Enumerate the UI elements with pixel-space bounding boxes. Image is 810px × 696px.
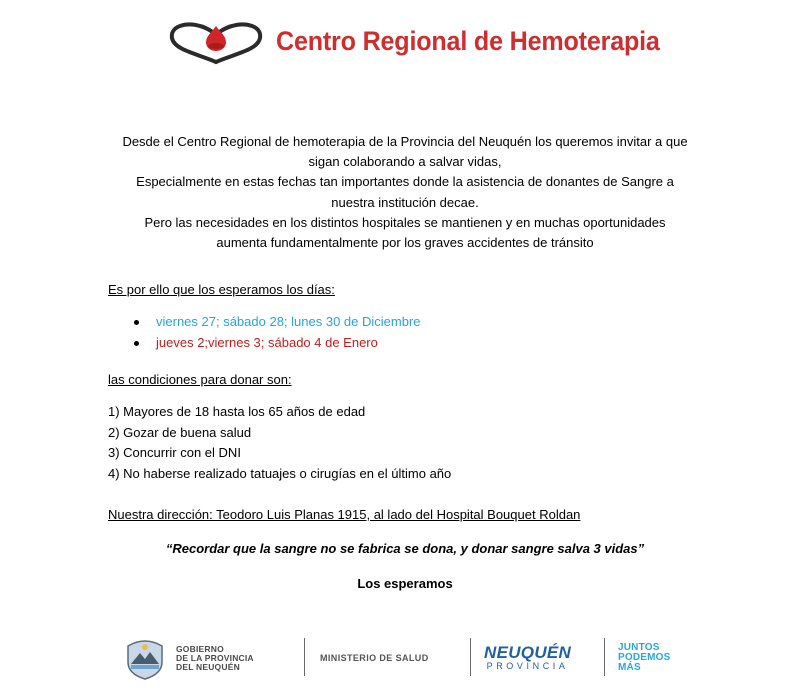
juntos-line: PODEMOS	[618, 652, 671, 663]
neuquen-title: NEUQUÉN	[484, 642, 572, 662]
conditions-list	[108, 402, 451, 484]
intro-line: Especialmente en estas fechas tan importantes donde la asistencia de donantes de Sangre a	[136, 174, 674, 190]
intro-line: Pero las necesidades en los distintos hospitales se mantienen y en muchas oportunidades	[144, 214, 666, 230]
juntos-line: JUNTOS	[618, 642, 660, 653]
intro-line: sigan colaborando a salvar vidas,	[308, 154, 502, 170]
dates-list	[130, 312, 421, 353]
neuquen-subtitle: PROVINCIA	[486, 660, 569, 671]
schedule-heading: Es por ello que los esperamos los días:	[108, 282, 335, 297]
neuquen-logo	[484, 634, 571, 682]
quote: “Recordar que la sangre no se fabrica se dona, y donar sangre salva 3 vidas”	[165, 541, 645, 556]
date-item-december: viernes 27; sábado 28; lunes 30 de Diciembre	[130, 312, 421, 333]
intro-paragraph	[90, 132, 720, 253]
address: Nuestra dirección: Teodoro Luis Planas 1915, al lado del Hospital Bouquet Roldan	[108, 507, 581, 522]
conditions-heading: las condiciones para donar son:	[108, 372, 292, 387]
brand-title: Centro Regional de Hemoterapia	[276, 26, 660, 56]
intro-line: aumenta fundamentalmente por los graves accidentes de tránsito	[216, 235, 594, 251]
condition-item: 1) Mayores de 18 hasta los 65 años de edad	[108, 404, 366, 419]
header	[168, 18, 660, 68]
footer-divider	[604, 638, 605, 676]
provincial-shield-icon	[122, 636, 168, 680]
footer-divider	[470, 638, 471, 676]
gobierno-line: DE LA PROVINCIA	[176, 652, 254, 663]
gobierno-line: GOBIERNO	[176, 643, 224, 654]
gobierno-logo	[122, 634, 254, 682]
heart-blood-drop-logo-icon	[168, 20, 264, 66]
condition-item: 2) Gozar de buena salud	[108, 424, 252, 440]
condition-item: 3) Concurrir con el DNI	[108, 445, 241, 461]
gobierno-text	[176, 645, 254, 672]
date-item-january: jueves 2;viernes 3; sábado 4 de Enero	[130, 333, 421, 354]
footer-logos	[122, 634, 702, 682]
juntos-line: MÁS	[618, 662, 641, 673]
ministerio-text: MINISTERIO DE SALUD	[320, 653, 429, 663]
closing: Los esperamos	[357, 576, 453, 591]
footer-divider	[304, 638, 305, 676]
juntos-podemos-mas-logo	[618, 634, 671, 682]
intro-line: Desde el Centro Regional de hemoterapia de la Provincia del Neuquén los queremos invitar a que	[122, 134, 688, 149]
intro-line: nuestra institución decae.	[331, 194, 479, 210]
gobierno-line: DEL NEUQUÉN	[176, 661, 240, 672]
condition-item: 4) No haberse realizado tatuajes o cirugías en el último año	[108, 465, 452, 481]
